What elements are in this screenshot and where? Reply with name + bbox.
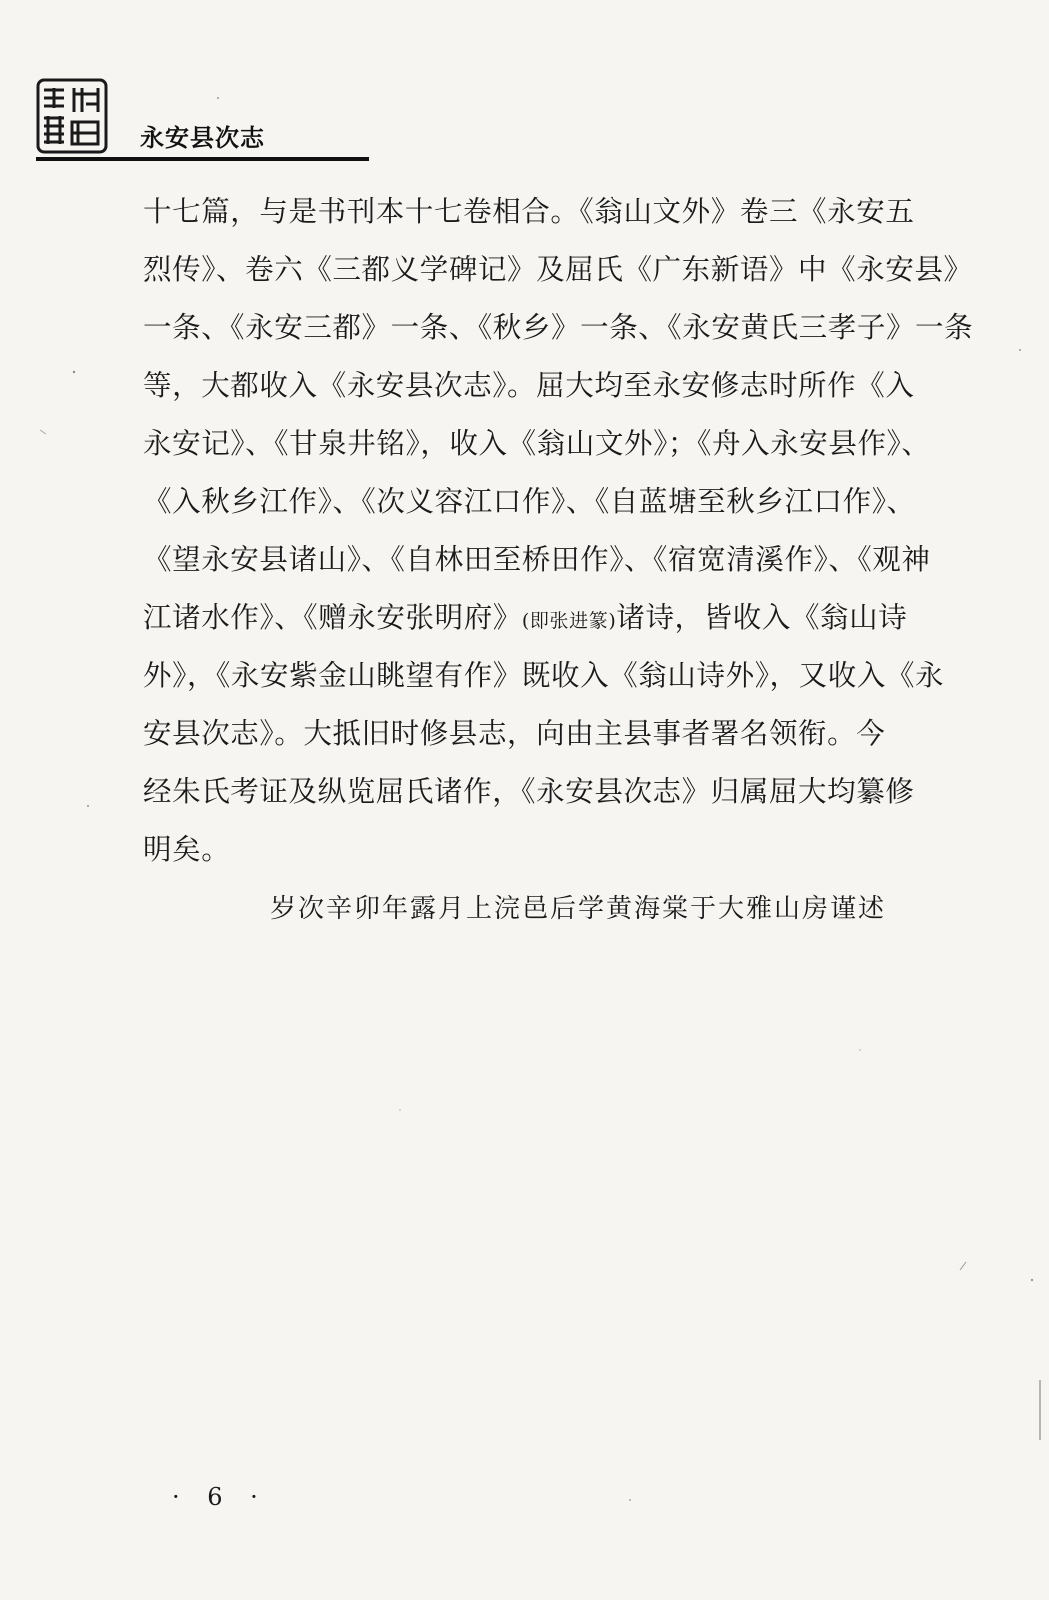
seal-logo-icon [36, 78, 108, 154]
text-line: 永安记》、《甘泉井铭》，收入《翁山文外》；《舟入永安县作》、 [143, 427, 931, 460]
page-number: · 6 · [172, 1483, 268, 1511]
text-segment: 江诸水作》、《赠永安张明府》 [143, 601, 522, 634]
text-line: 等，大都收入《永安县次志》。屈大均至永安修志时所作《入 [143, 369, 915, 402]
text-line: 一条、《永安三都》一条、《秋乡》一条、《永安黄氏三孝子》一条 [143, 311, 974, 344]
text-line-with-note [143, 589, 973, 647]
text-line: 十七篇，与是书刊本十七卷相合。《翁山文外》卷三《永安五 [143, 195, 915, 228]
header-rule [36, 157, 369, 161]
running-header-title: 永安县次志 [140, 124, 265, 152]
text-segment: 诸诗，皆收入《翁山诗 [616, 601, 908, 634]
inline-note: (即张进篆) [521, 610, 617, 632]
text-line: 外》，《永安紫金山眺望有作》既收入《翁山诗外》，又收入《永 [143, 659, 945, 692]
author-signature: 岁次辛卯年露月上浣邑后学黄海棠于大雅山房谨述 [270, 894, 887, 924]
text-line: 《入秋乡江作》、《次义容江口作》、《自蓝塘至秋乡江口作》、 [143, 485, 916, 518]
text-line: 明矣。 [143, 833, 231, 866]
text-line: 经朱氏考证及纵览屈氏诸作，《永安县次志》归属屈大均纂修 [143, 775, 915, 808]
text-line: 安县次志》。大抵旧时修县志，向由主县事者署名领衔。今 [143, 717, 886, 750]
text-line: 烈传》、卷六《三都义学碑记》及屈氏《广东新语》中《永安县》 [143, 253, 973, 286]
text-line: 《望永安县诸山》、《自林田至桥田作》、《宿宽清溪作》、《观神 [143, 543, 931, 576]
body-text [143, 183, 973, 879]
